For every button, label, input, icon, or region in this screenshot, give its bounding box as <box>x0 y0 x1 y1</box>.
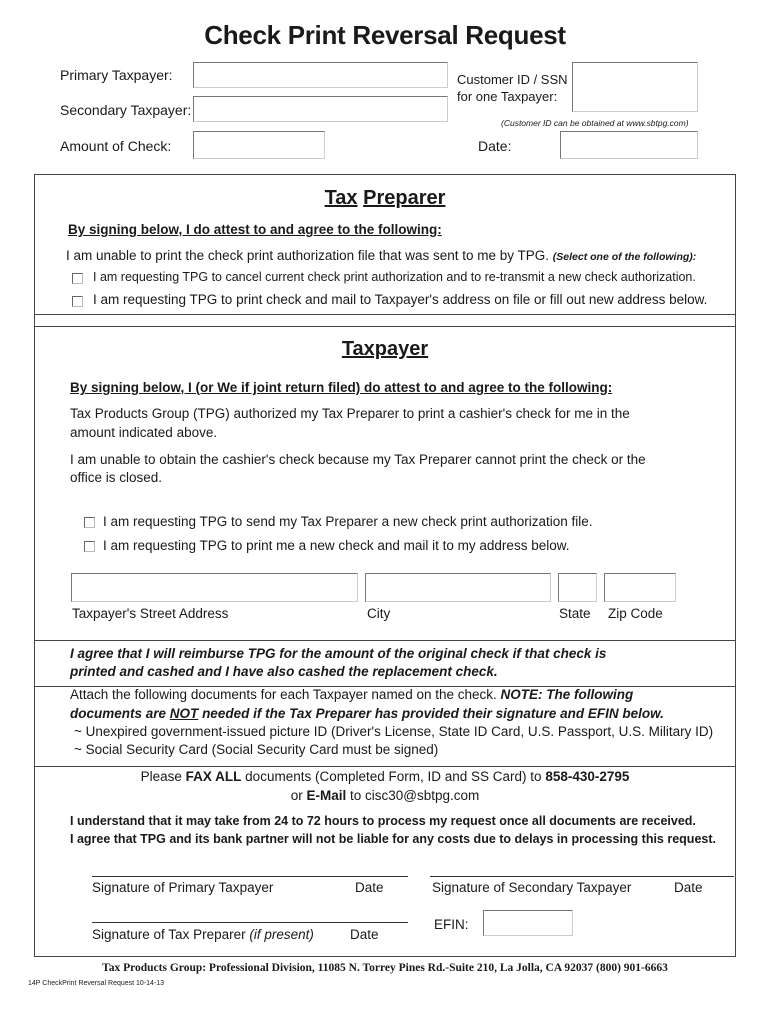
customer-id-note: (Customer ID can be obtained at www.sbtpg.com) <box>501 118 689 128</box>
preparer-date-label: Date <box>350 927 379 942</box>
preparer-option1-label: I am requesting TPG to cancel current check print authorization and to re-transmit a new check authorization. <box>93 270 696 284</box>
date-input[interactable] <box>560 131 698 159</box>
fax-line <box>0 769 770 784</box>
zip-code-input[interactable] <box>604 573 676 602</box>
form-id: 14P CheckPrint Reversal Request 10-14-13 <box>28 980 165 987</box>
taxpayer-para2-line2: office is closed. <box>70 470 163 485</box>
street-address-input[interactable] <box>71 573 358 602</box>
efin-label: EFIN: <box>434 917 469 932</box>
preparer-signature-label-line <box>92 927 314 942</box>
preparer-unable: I am unable to print the check print authorization file that was sent to me by TPG. <box>66 248 550 263</box>
email-label: E-Mail <box>306 788 347 803</box>
documents-item1: ~ Unexpired government-issued picture ID (Driver's License, State ID Card, U.S. Passport, U.S. Military ID) <box>74 724 714 739</box>
fax-number: 858-430-2795 <box>545 769 630 784</box>
documents-note-c: needed if the Tax Preparer has provided their signature and EFIN below. <box>202 706 664 721</box>
email-line <box>0 788 770 803</box>
secondary-taxpayer-input[interactable] <box>193 96 448 122</box>
tax-preparer-heading-b: Preparer <box>363 187 446 209</box>
preparer-option2-checkbox[interactable] <box>72 296 83 307</box>
divider <box>34 314 736 315</box>
city-input[interactable] <box>365 573 551 602</box>
preparer-attest: By signing below, I do attest to and agree to the following: <box>68 222 442 237</box>
taxpayer-option2-checkbox[interactable] <box>84 541 95 552</box>
amount-of-check-label: Amount of Check: <box>60 138 172 154</box>
documents-attach: Attach the following documents for each Taxpayer named on the check. <box>70 687 497 702</box>
documents-note-a: NOTE: The following <box>500 687 634 702</box>
footer-address: Tax Products Group: Professional Division, 11085 N. Torrey Pines Rd.-Suite 210, La Jolla, CA 92037 (800) 901-6663 <box>102 962 668 974</box>
city-label: City <box>367 606 391 621</box>
taxpayer-para1-line2: amount indicated above. <box>70 425 218 440</box>
understand-line2: I agree that TPG and its bank partner will not be liable for any costs due to delays in processing this request. <box>70 832 716 846</box>
documents-note-not: NOT <box>169 706 199 721</box>
fax-all: FAX ALL <box>185 769 242 784</box>
preparer-option1-checkbox[interactable] <box>72 273 83 284</box>
documents-note-b: documents are <box>70 706 167 721</box>
customer-id-label: Customer ID / SSN <box>457 72 568 87</box>
taxpayer-para2-line1: I am unable to obtain the cashier's check because my Tax Preparer cannot print the check or the <box>70 452 646 467</box>
email-to: to <box>350 788 362 803</box>
customer-id-input[interactable] <box>572 62 698 112</box>
email-address[interactable]: cisc30@sbtpg.com <box>365 788 480 803</box>
date-label: Date: <box>478 138 512 154</box>
divider <box>34 640 736 641</box>
tax-preparer-heading <box>0 187 770 210</box>
secondary-signature-label: Signature of Secondary Taxpayer <box>432 880 632 895</box>
primary-date-label: Date <box>355 880 384 895</box>
page-title: Check Print Reversal Request <box>204 20 566 50</box>
documents-attach-line <box>70 687 633 702</box>
fax-please: Please <box>140 769 182 784</box>
zip-code-label: Zip Code <box>608 606 663 621</box>
preparer-if-present: (if present) <box>249 927 314 942</box>
select-one-note: (Select one of the following): <box>552 251 697 263</box>
reimburse-line1: I agree that I will reimburse TPG for the amount of the original check if that check is <box>70 646 607 661</box>
customer-id-label-2: for one Taxpayer: <box>457 89 558 104</box>
secondary-date-label: Date <box>674 880 703 895</box>
secondary-taxpayer-label: Secondary Taxpayer: <box>60 102 192 118</box>
primary-signature-label: Signature of Primary Taxpayer <box>92 880 274 895</box>
documents-note-line <box>70 706 664 721</box>
preparer-signature-label: Signature of Tax Preparer <box>92 927 246 942</box>
divider <box>34 766 736 767</box>
taxpayer-attest: By signing below, I (or We if joint return filed) do attest to and agree to the following: <box>70 380 613 395</box>
primary-taxpayer-label: Primary Taxpayer: <box>60 67 173 83</box>
tax-preparer-heading-a: Tax <box>324 187 358 209</box>
preparer-option2-label: I am requesting TPG to print check and mail to Taxpayer's address on file or fill out new address below. <box>93 292 708 307</box>
taxpayer-option2-label: I am requesting TPG to print me a new check and mail it to my address below. <box>103 538 570 553</box>
secondary-signature-line[interactable] <box>430 876 734 877</box>
documents-item2: ~ Social Security Card (Social Security Card must be signed) <box>74 742 439 757</box>
amount-of-check-input[interactable] <box>193 131 325 159</box>
taxpayer-option1-checkbox[interactable] <box>84 517 95 528</box>
email-or: or <box>290 788 303 803</box>
primary-taxpayer-input[interactable] <box>193 62 448 88</box>
state-label: State <box>559 606 591 621</box>
primary-signature-line[interactable] <box>92 876 408 877</box>
divider <box>34 326 736 327</box>
taxpayer-heading: Taxpayer <box>341 338 429 360</box>
preparer-signature-line[interactable] <box>92 922 408 923</box>
reimburse-line2: printed and cashed and I have also cashed the replacement check. <box>70 664 498 679</box>
taxpayer-para1-line1: Tax Products Group (TPG) authorized my Tax Preparer to print a cashier's check for me in the <box>70 406 630 421</box>
preparer-unable-line <box>66 248 696 263</box>
efin-input[interactable] <box>483 910 573 936</box>
street-address-label: Taxpayer's Street Address <box>72 606 229 621</box>
understand-line1: I understand that it may take from 24 to 72 hours to process my request once all documents are received. <box>70 814 696 828</box>
state-input[interactable] <box>558 573 597 602</box>
taxpayer-option1-label: I am requesting TPG to send my Tax Preparer a new check print authorization file. <box>103 514 593 529</box>
fax-documents: documents (Completed Form, ID and SS Card) to <box>245 769 542 784</box>
